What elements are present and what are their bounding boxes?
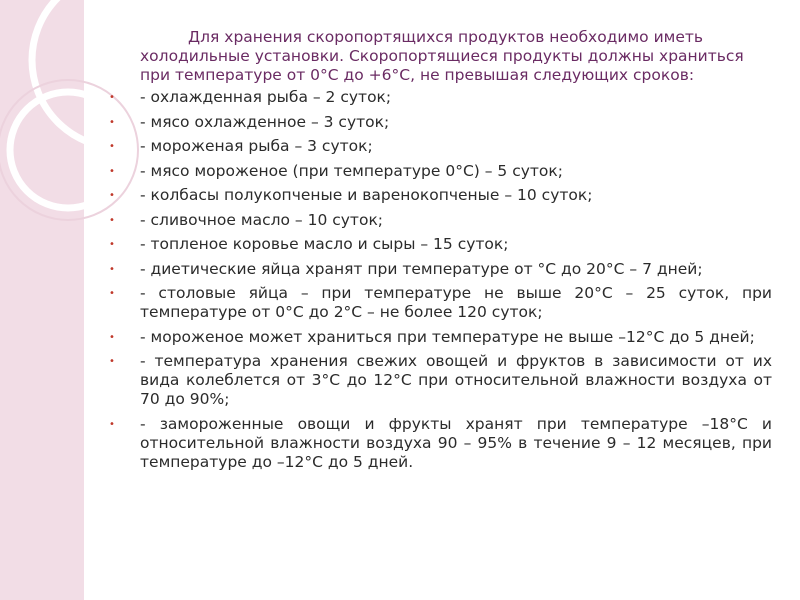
list-item-text: - температура хранения свежих овощей и фруктов в зависимости от их вида колеблется от 3°С до 12°С при относительной влажности воздуха от 70 до 90%;	[140, 352, 772, 408]
list-item	[109, 352, 772, 409]
bullet-icon: •	[109, 418, 115, 430]
bullet-icon: •	[109, 239, 115, 250]
list-item	[109, 137, 772, 156]
left-decorative-band	[0, 0, 84, 600]
intro-paragraph: Для хранения скоропортящихся продуктов необходимо иметь холодильные установки. Скоропортящиеся продукты должны храниться при температуре от 0°С до +6°С, не превышая следующих сроков:	[140, 28, 744, 84]
bullet-icon: •	[109, 356, 115, 367]
bullet-icon: •	[109, 214, 115, 226]
list-item-text: - сливочное масло – 10 суток;	[140, 210, 384, 229]
list-item	[109, 112, 772, 132]
bullet-icon: •	[109, 288, 115, 299]
list-item	[109, 414, 772, 472]
bullet-icon: •	[109, 165, 115, 177]
document-body	[109, 28, 772, 477]
bullet-icon: •	[109, 190, 115, 201]
list-item-text: - замороженные овощи и фрукты хранят при температуре –18°С и относительной влажности воздуха 90 – 95% в течение 9 – 12 месяцев, при температуре до –12°С до 5 дней.	[140, 414, 772, 471]
list-item-text: - диетические яйца хранят при температуре от °С до 20°С – 7 дней;	[140, 259, 703, 278]
storage-terms-list	[109, 88, 772, 472]
bullet-icon: •	[109, 92, 115, 103]
list-item-text: - охлажденная рыба – 2 суток;	[140, 88, 392, 106]
bullet-icon: •	[109, 116, 115, 128]
bullet-icon: •	[109, 331, 115, 343]
list-item	[109, 327, 772, 347]
list-item	[109, 235, 772, 254]
list-item	[109, 161, 772, 181]
bullet-icon: •	[109, 263, 115, 275]
list-item-text: - столовые яйца – при температуре не выше 20°С – 25 суток, при температуре от 0°С до 2°С – не более 120 суток;	[140, 284, 772, 321]
list-item-text: - мороженая рыба – 3 суток;	[140, 137, 373, 155]
list-item	[109, 259, 772, 279]
list-item-text: - колбасы полукопченые и варенокопченые – 10 суток;	[140, 186, 593, 204]
list-item	[109, 186, 772, 205]
list-item-text: - топленое коровье масло и сыры – 15 суток;	[140, 235, 509, 253]
list-item-text: - мясо охлажденное – 3 суток;	[140, 112, 390, 131]
list-item-text: - мясо мороженое (при температуре 0°С) – 5 суток;	[140, 161, 564, 180]
list-item	[109, 88, 772, 107]
list-item	[109, 284, 772, 322]
list-item-text: - мороженое может храниться при температуре не выше –12°С до 5 дней;	[140, 327, 755, 346]
list-item	[109, 210, 772, 230]
bullet-icon: •	[109, 141, 115, 152]
